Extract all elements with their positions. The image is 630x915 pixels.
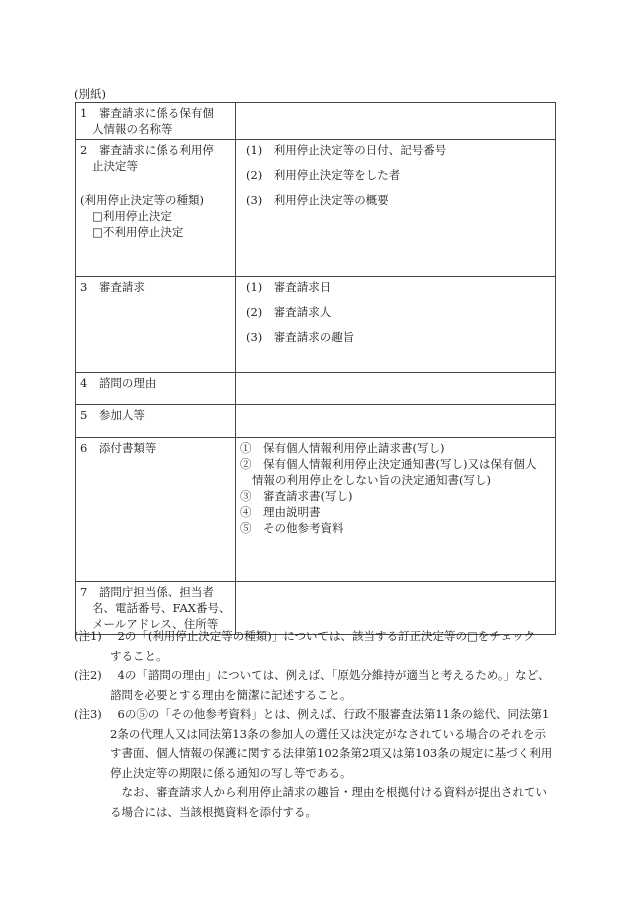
note-3	[74, 705, 564, 783]
item-line: (2) 利用停止決定等をした者	[246, 168, 401, 182]
annex-label: (別紙)	[74, 87, 106, 101]
attachment-item: ⑤ その他参考資料	[240, 521, 344, 535]
label-line: 3 審査請求	[80, 280, 145, 294]
notes-section	[74, 627, 564, 822]
note-line: 4の「諮問の理由」については、例えば、「原処分維持が適当と考えるため。」など、	[106, 668, 550, 682]
attachment-item: ④ 理由説明書	[240, 505, 321, 519]
closing-line: る場合には、当該根拠資料を添付する。	[110, 804, 317, 819]
note-label: (注2)	[74, 668, 102, 682]
note-label: (注1)	[74, 629, 102, 643]
attachment-item: ③ 審査請求書(写し)	[240, 489, 353, 503]
row-value-cell[interactable]	[236, 277, 556, 373]
item-line: (1) 審査請求日	[246, 280, 332, 294]
item-line: (1) 利用停止決定等の日付、記号番号	[246, 143, 447, 157]
row-value-cell[interactable]	[236, 103, 556, 140]
item-line: (2) 審査請求人	[246, 305, 332, 319]
label-line: メールアドレス、住所等	[92, 617, 219, 631]
row-label	[76, 405, 236, 438]
decision-type-heading: (利用停止決定等の種類)	[80, 193, 204, 207]
attachment-item: ① 保有個人情報利用停止請求書(写し)	[240, 441, 445, 455]
item-line: (3) 審査請求の趣旨	[246, 330, 355, 344]
label-line: 5 参加人等	[80, 408, 145, 422]
row-label	[76, 277, 236, 373]
table-row-request	[76, 277, 556, 373]
row-value-cell[interactable]	[236, 438, 556, 582]
table-row-item-name	[76, 103, 556, 140]
label-line: 名、電話番号、FAX番号、	[92, 601, 231, 615]
checkbox-suspension-decision[interactable]: □利用停止決定	[92, 209, 172, 223]
note-line: すること。	[110, 648, 168, 663]
label-line: 7 諮問庁担当係、担当者	[80, 585, 214, 599]
closing-paragraph	[74, 783, 564, 822]
checkbox-non-suspension-decision[interactable]: □不利用停止決定	[92, 225, 184, 239]
label-line: 1 審査請求に係る保有個	[80, 106, 214, 120]
label-line: 止決定等	[92, 159, 138, 173]
row-label	[76, 140, 236, 277]
row-value-cell[interactable]	[236, 373, 556, 405]
attachment-item-cont: 情報の利用停止をしない旨の決定通知書(写し)	[252, 473, 491, 487]
attachment-item: ② 保有個人情報利用停止決定通知書(写し)又は保有個人	[240, 457, 537, 471]
note-label: (注3)	[74, 707, 102, 721]
note-2	[74, 666, 564, 705]
consultation-form-table	[75, 102, 556, 635]
note-line: 6の⑤の「その他参考資料」とは、例えば、行政不服審査法第11条の総代、同法第1	[106, 707, 550, 721]
row-value-cell[interactable]	[236, 140, 556, 277]
table-row-attachments	[76, 438, 556, 582]
row-label	[76, 373, 236, 405]
item-line: (3) 利用停止決定等の概要	[246, 193, 389, 207]
closing-line: なお、審査請求人から利用停止請求の趣旨・理由を根拠付ける資料が提出されてい	[110, 785, 547, 799]
label-line: 4 諮問の理由	[80, 376, 157, 390]
row-label	[76, 103, 236, 140]
table-row-reason	[76, 373, 556, 405]
note-line: す書面、個人情報の保護に関する法律第102条第2項又は第103条の規定に基づく利用	[110, 746, 553, 760]
note-1	[74, 627, 564, 666]
row-value-cell[interactable]	[236, 405, 556, 438]
table-row-participants	[76, 405, 556, 438]
note-line: 停止決定等の期限に係る通知の写し等である。	[110, 765, 352, 780]
label-line: 人情報の名称等	[92, 122, 173, 136]
note-line: 2条の代理人又は同法第13条の参加人の選任又は決定がなされている場合のそれを示	[110, 726, 546, 741]
note-line: 2の「(利用停止決定等の種類)」については、該当する訂正決定等の□をチェック	[106, 629, 536, 643]
table-row-decision	[76, 140, 556, 277]
label-line: 6 添付書類等	[80, 441, 157, 455]
label-line: 2 審査請求に係る利用停	[80, 143, 214, 157]
note-line: 諮問を必要とする理由を簡潔に記述すること。	[110, 687, 352, 702]
row-label	[76, 438, 236, 582]
